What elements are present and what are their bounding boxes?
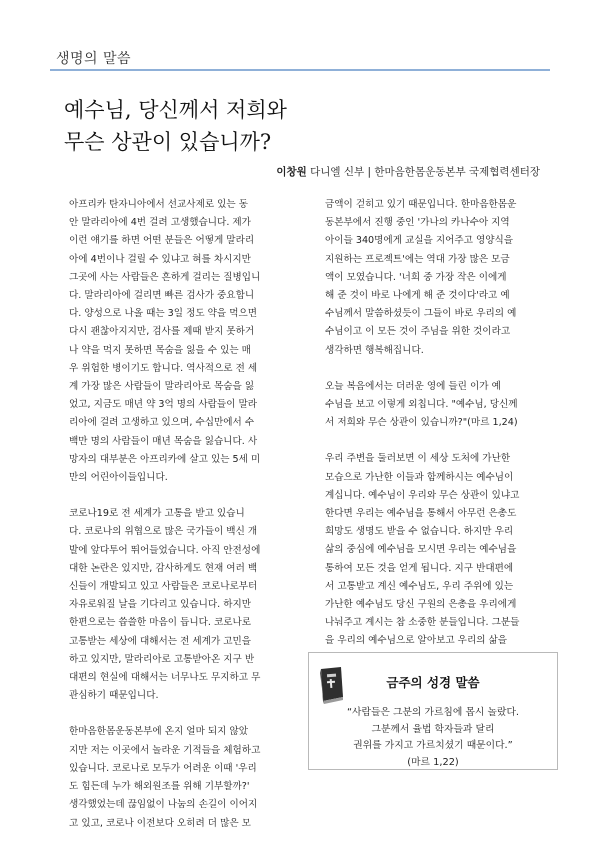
scripture-line: 그분께서 율법 학자들과 달리	[371, 723, 495, 735]
scripture-line: “사람들은 그분의 가르침에 몹시 놀랐다.	[346, 707, 520, 718]
text-line: 안 말라리아에 4번 걸려 고생했습니다. 제가	[69, 217, 251, 229]
text-line: 통하여 모든 것을 얻게 됩니다. 지구 반대편에	[325, 562, 514, 574]
text-line: 고통받는 세상에 대해서는 전 세계가 고민을	[69, 635, 252, 647]
article-title	[64, 94, 524, 158]
text-line: 생각하면 행복해집니다.	[325, 344, 424, 356]
byline	[276, 164, 540, 179]
paragraph	[313, 378, 551, 433]
text-line: 한편으로는 씁쓸한 마음이 듭니다. 코로나로	[69, 617, 252, 629]
text-line: 리아에 걸려 고생하고 있으며, 수십만에서 수	[69, 417, 255, 429]
scripture-line: 권위를 가지고 가르치셨기 때문이다.”	[353, 740, 513, 751]
text-line: 다. 양성으로 나올 때는 3일 정도 약을 먹으면	[69, 308, 258, 320]
title-line-1: 예수님, 당신께서 저희와	[64, 98, 287, 122]
text-line: 백만 명의 사람들이 매년 목숨을 잃습니다. 사	[69, 435, 258, 447]
text-line: 생각했었는데 끊임없이 나눔의 손길이 이어지	[69, 799, 258, 811]
text-line: 신들이 개발되고 있고 사람들은 코로나로부터	[69, 581, 258, 593]
text-line: 고 있고, 코로나 이전보다 오히려 더 많은 모	[69, 817, 251, 829]
text-line: 삶의 중심에 예수님을 모시면 우리는 예수님을	[325, 544, 517, 556]
text-line: 지원하는 프로젝트'에는 역대 가장 많은 모금	[325, 253, 510, 265]
text-line: 망자의 대부분은 아프리카에 살고 있는 5세 미	[69, 453, 261, 465]
author-name: 이창원	[276, 166, 307, 178]
left-column	[57, 196, 297, 851]
text-line: 수님이고 이 모든 것이 주님을 위한 것이라고	[325, 326, 511, 338]
text-line: 하고 있지만, 말라리아로 고통받아온 지구 반	[69, 653, 255, 665]
paragraph	[57, 723, 297, 832]
text-line: 발에 앞다투어 뛰어들었습니다. 아직 안전성에	[69, 544, 261, 556]
text-line: 계십니다. 예수님이 우리와 무슨 상관이 있냐고	[325, 489, 520, 501]
paragraph	[313, 450, 551, 668]
text-line: 만의 어린아이들입니다.	[69, 472, 168, 484]
text-line: 관심하기 때문입니다.	[69, 690, 159, 702]
text-line: 금액이 걷히고 있기 때문입니다. 한마음한몸운	[325, 199, 517, 210]
text-line: 서 고통받고 계신 예수님도, 우리 주위에 있는	[325, 580, 514, 592]
text-line: 계 가장 많은 사람들이 말라리아로 목숨을 잃	[69, 381, 255, 393]
right-column	[313, 196, 551, 687]
paragraph	[57, 505, 297, 705]
text-line: 한마음한몸운동본부에 온지 얼마 되지 않았	[69, 726, 249, 738]
text-line: 코로나19로 전 세계가 고통을 받고 있습니	[69, 508, 245, 520]
text-line: 나눠주고 계시는 참 소중한 분들입니다. 그분들	[325, 617, 520, 629]
text-line: 수님을 보고 이렇게 외칩니다. "예수님, 당신께	[325, 399, 518, 411]
text-line: 해 준 것이 바로 나에게 해 준 것이다'라고 예	[325, 290, 510, 302]
text-line: 수님께서 말씀하셨듯이 그들이 바로 우리의 예	[325, 308, 517, 320]
text-line: 아에 4번이나 걸릴 수 있냐고 혀를 차시지만	[69, 253, 251, 265]
text-line: 모습으로 가난한 이들과 함께하시는 예수님이	[325, 471, 514, 483]
text-line: 대편의 현실에 대해서는 너무나도 무지하고 무	[69, 672, 261, 684]
text-line: 도 힘든데 누가 해외원조를 위해 기부할까?'	[69, 781, 250, 793]
text-line: 가난한 예수님도 당신 구원의 은총을 우리에게	[325, 599, 517, 611]
text-line: 아이들 340명에게 교실을 지어주고 영양식을	[325, 235, 514, 247]
author-detail: 다니엘 신부 | 한마음한몸운동본부 국제협력센터장	[310, 166, 540, 178]
scripture-title: 금주의 성경 말씀	[386, 675, 480, 690]
text-line: 대한 논란은 있지만, 감사하게도 현재 여러 백	[69, 562, 258, 574]
section-label: 생명의 말씀	[56, 51, 132, 67]
text-line: 동본부에서 진행 중인 '가나의 카나수아 지역	[325, 217, 510, 229]
text-line: 지만 저는 이곳에서 놀라운 기적들을 체험하고	[69, 744, 261, 756]
text-line: 그곳에 사는 사람들은 흔하게 걸리는 질병입니	[69, 271, 261, 283]
text-line: 다시 괜찮아지지만, 검사를 제때 받지 못하거	[69, 326, 255, 338]
text-line: 서 저희와 무슨 상관이 있습니까?"(마르 1,24)	[325, 417, 518, 429]
title-line-2: 무슨 상관이 있습니까?	[64, 130, 272, 154]
text-line: 한다면 우리는 예수님을 통해서 아무런 은총도	[325, 508, 517, 520]
text-line: 우리 주변을 둘러보면 이 세상 도처에 가난한	[325, 453, 511, 465]
scripture-box	[308, 652, 558, 770]
scripture-text	[309, 705, 557, 771]
section-divider	[50, 69, 550, 71]
text-line: 을 우리의 예수님으로 알아보고 우리의 삶을	[325, 635, 508, 647]
text-line: 희망도 생명도 받을 수 없습니다. 하지만 우리	[325, 526, 514, 538]
scripture-reference: (마르 1,22)	[407, 756, 459, 768]
text-line: 아프리카 탄자니아에서 선교사제로 있는 동	[69, 199, 249, 210]
text-line: 다. 말라리아에 걸리면 빠른 검사가 중요합니	[69, 290, 255, 302]
text-line: 우 위험한 병이기도 합니다. 역사적으로 전 세	[69, 362, 258, 374]
text-line: 었고, 지금도 매년 약 3억 명의 사람들이 말라	[69, 399, 258, 411]
paragraph	[313, 196, 551, 360]
text-line: 자유로워질 날을 기다리고 있습니다. 하지만	[69, 599, 252, 611]
text-line: 이런 얘기를 하면 어떤 분들은 어떻게 말라리	[69, 235, 255, 247]
text-line: 나 약을 먹지 못하면 목숨을 잃을 수 있는 매	[69, 344, 251, 356]
text-line: 액이 모였습니다. '너희 중 가장 작은 이에게	[325, 271, 507, 283]
text-line: 다. 코로나의 위협으로 많은 국가들이 백신 개	[69, 526, 258, 538]
text-line: 있습니다. 코로나로 모두가 어려운 이때 '우리	[69, 762, 257, 774]
paragraph	[57, 196, 297, 487]
text-line: 오늘 복음에서는 더러운 영에 들린 이가 예	[325, 380, 501, 392]
